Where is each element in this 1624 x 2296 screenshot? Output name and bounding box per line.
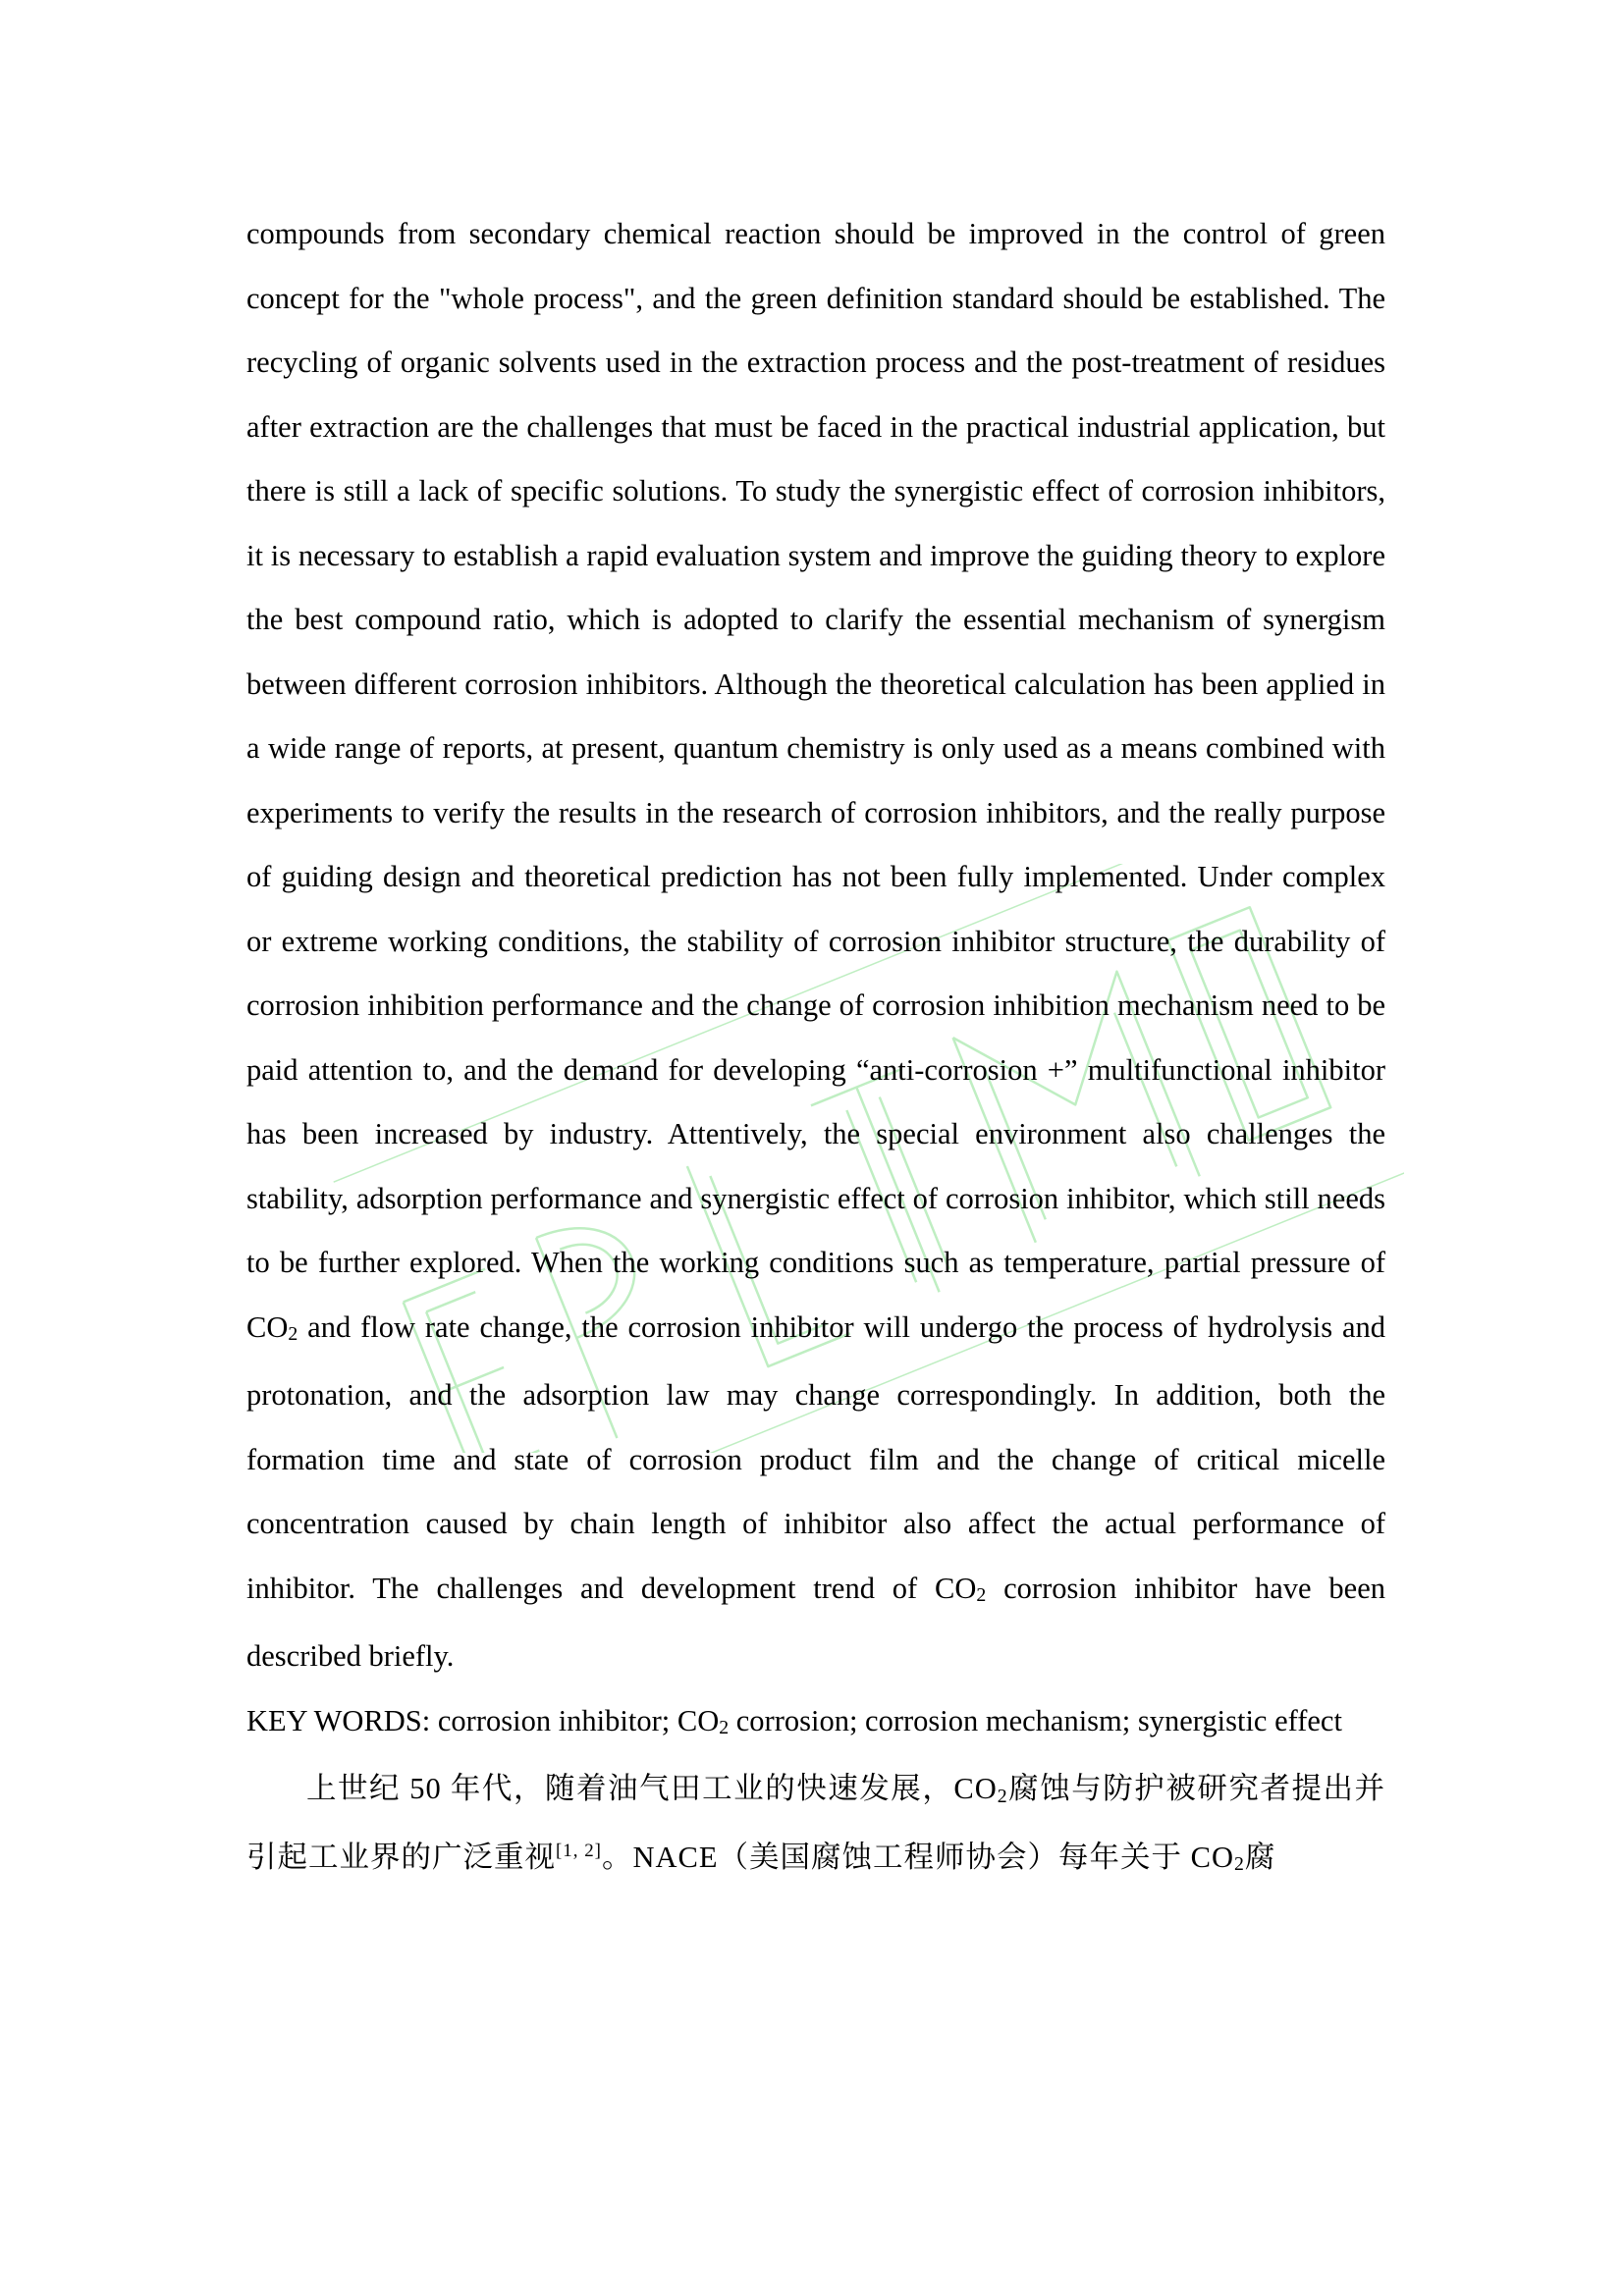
abstract-co2-subscript-1: 2 — [288, 1323, 298, 1346]
keywords-text-part-1: corrosion inhibitor; CO — [437, 1703, 720, 1737]
cn-text-part-2: 腐蚀与防护被研究者提出并引起工业界的广泛重视 — [246, 1772, 1386, 1874]
chinese-intro-paragraph — [246, 1757, 1385, 1894]
citation-reference[interactable]: [1, 2] — [556, 1841, 602, 1862]
abstract-co2-subscript-2: 2 — [976, 1584, 987, 1607]
keywords-co2-subscript: 2 — [719, 1717, 730, 1739]
cn-co2-subscript-2: 2 — [1233, 1853, 1245, 1876]
english-abstract-paragraph — [246, 202, 1385, 1689]
keywords-text-part-2: corrosion; corrosion mechanism; synergistic effect — [729, 1703, 1342, 1737]
cn-text-part-4: 腐 — [1244, 1840, 1276, 1874]
keywords-line — [246, 1689, 1385, 1758]
cn-text-part-3: 。NACE（美国腐蚀工程师协会）每年关于 CO — [601, 1840, 1234, 1874]
cn-text-part-1: 上世纪 50 年代，随着油气田工业的快速发展，CO — [306, 1772, 998, 1805]
keywords-label: KEY WORDS: — [246, 1703, 438, 1737]
cn-co2-subscript-1: 2 — [997, 1785, 1008, 1807]
abstract-text-part-1: compounds from secondary chemical reaction should be improved in the control of green concept for the "whole process", and the green definition standard should be established. The recycling of organic solvents used in the extraction process and the post-treatment of residues after extraction are the challenges that must be faced in the practical industrial application, but there is still a lack of specific solutions. To study the synergistic effect of corrosion inhibitors, it is necessary to establish a rapid evaluation system and improve the guiding theory to explore the best compound ratio, which is adopted to clarify the essential mechanism of synergism between different corrosion inhibitors. Although the theoretical calculation has been applied in a wide range of reports, at present, quantum chemistry is only used as a means combined with experiments to verify the results in the research of corrosion inhibitors, and the really purpose of guiding design and theoretical prediction has not been fully implemented. Under complex or extreme working conditions, the stability of corrosion inhibitor structure, the durability of corrosion inhibition performance and the change of corrosion inhibition mechanism need to be paid attention to, and the demand for developing “anti-corrosion +” multifunctional inhibitor has been increased by industry. Attentively, the special environment also challenges the stability, adsorption performance and synergistic effect of corrosion inhibitor, which still needs to be further explored. When the working conditions such as temperature, partial pressure of CO — [246, 217, 1385, 1344]
body-text — [246, 202, 1385, 1894]
abstract-text-part-2: and flow rate change, the corrosion inhibitor will undergo the process of hydrolysis and protonation, and the adsorption law may change correspondingly. In addition, both the formation time and state of corrosion product film and the change of critical micelle concentration caused by chain length of inhibitor also affect the actual performance of inhibitor. The challenges and development trend of CO — [246, 1309, 1385, 1605]
abstract-text-part-3: corrosion inhibitor have been described briefly. — [246, 1571, 1385, 1673]
